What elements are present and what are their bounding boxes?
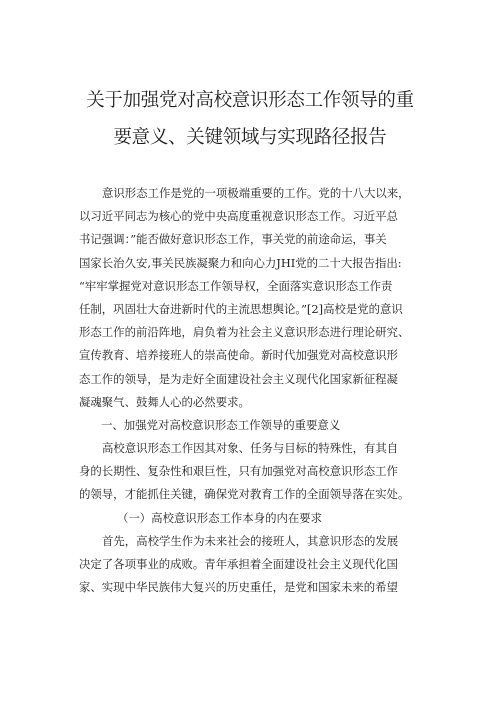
paragraph-line: 首先，高校学生作为未来社会的接班人，其意识形态的发展 xyxy=(102,533,399,548)
paragraph-line: 家、实现中华民族伟大复兴的历史重任，是党和国家未来的希望 xyxy=(79,580,398,595)
paragraph-line: 以习近平同志为核心的党中央高度重视意识形态工作。习近平总 xyxy=(79,209,398,224)
paragraph-line: 态工作的领导，是为走好全面建设社会主义现代化国家新征程凝 xyxy=(79,371,398,386)
paragraph-line: 形态工作的前沿阵地，肩负着为社会主义意识形态进行理论研究、 xyxy=(79,325,410,340)
paragraph-line: 凝魂聚气、鼓舞人心的必然要求。 xyxy=(79,394,250,409)
paragraph-line: 身的长期性、复杂性和艰巨性，只有加强党对高校意识形态工作 xyxy=(79,464,398,479)
paragraph-line: 任制，巩固壮大奋进新时代的主流思想舆论。”[2]高校是党的意识 xyxy=(79,301,403,316)
paragraph-line: 书记强调：”能否做好意识形态工作，事关党的前途命运，事关 xyxy=(79,232,387,247)
document-body xyxy=(79,182,439,599)
paragraph-line: 决定了各项事业的成败。青年承担着全面建设社会主义现代化国 xyxy=(79,557,398,571)
paragraph-line: 宣传教育、培养接班人的崇高使命。新时代加强党对高校意识形 xyxy=(79,348,398,363)
paragraph-line: “牢牢掌握党对意识形态工作领导权，全面落实意识形态工作责 xyxy=(79,278,393,293)
document-title-line-1: 关于加强党对高校意识形态工作领导的重 xyxy=(86,90,414,111)
paragraph-line: 的领导，才能抓住关键，确保党对教育工作的全面领导落在实处。 xyxy=(79,487,410,502)
paragraph-line: 高校意识形态工作因其对象、任务与目标的特殊性，有其自 xyxy=(102,441,399,456)
document-title-line-2: 要意义、关键领域与实现路径报告 xyxy=(113,127,387,148)
paragraph-line: 国家长治久安,事关民族凝聚力和向心力JHI党的二十大报告指出: xyxy=(79,255,402,270)
section-heading: 一、加强党对高校意识形态工作领导的重要意义 xyxy=(101,417,341,432)
subsection-heading: （一）高校意识形态工作本身的内在要求 xyxy=(117,510,323,525)
paragraph-line: 意识形态工作是党的一项极端重要的工作。党的十八大以来， xyxy=(102,186,410,200)
